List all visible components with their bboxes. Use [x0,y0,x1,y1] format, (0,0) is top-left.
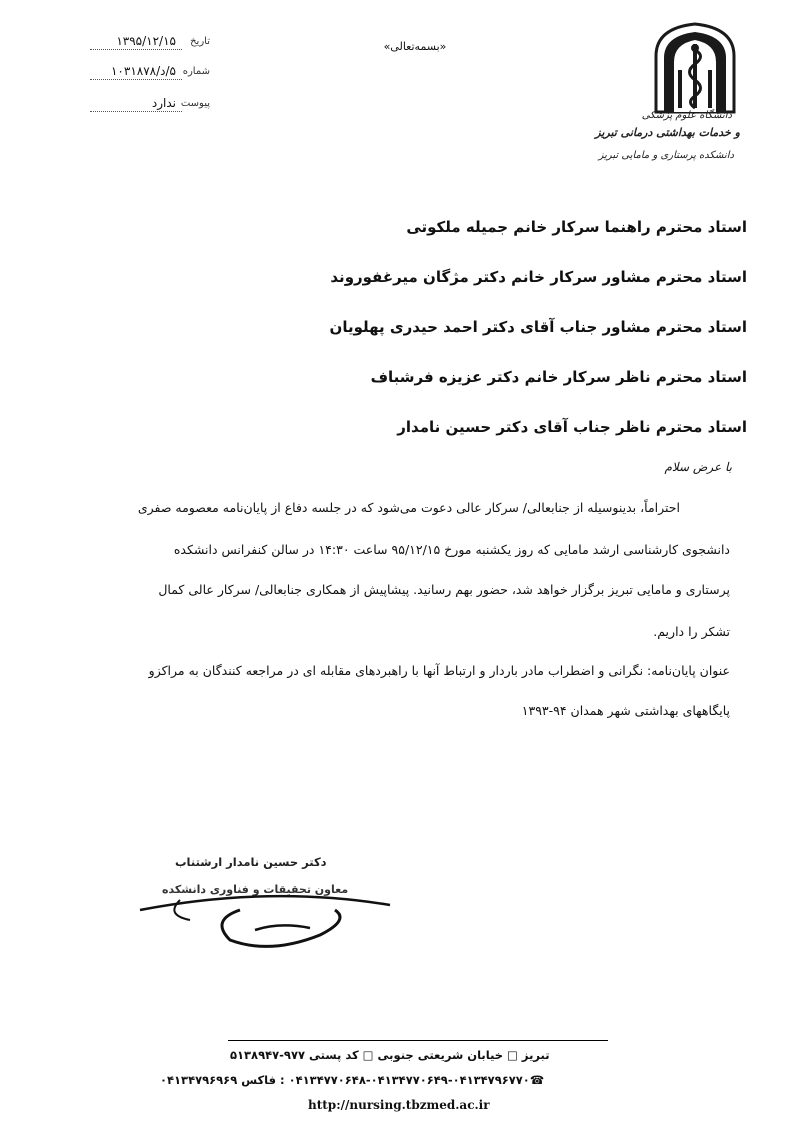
footer-address: تبریز □ خیابان شریعتی جنوبی □ کد پستی ۹۷۷-۵۱۳۸۹۴۷ [230,1048,550,1062]
footer-divider [228,1040,608,1041]
university-name-line2: و خدمات بهداشتی درمانی تبریز [595,126,740,139]
signatory-name: دکتر حسین نامدار ارشتناب [175,855,327,869]
invitation-line-2: دانشجوی کارشناسی ارشد مامایی که روز یکشنبه مورخ ۹۵/۱۲/۱۵ ساعت ۱۴:۳۰ در سالن کنفرانس دانشکده [173,542,730,557]
footer-website-link[interactable]: http://nursing.tbzmed.ac.ir [308,1098,490,1112]
addressee-advisor-2: استاد محترم مشاور جناب آقای دکتر احمد حیدری پهلویان [329,318,747,336]
invitation-line-4: تشکر را داریم. [653,624,730,639]
faculty-name: دانشکده پرستاری و مامایی تبریز [598,150,734,161]
addressee-advisor-1: استاد محترم مشاور سرکار خانم دکتر مژگان میرغفوروند [330,268,747,286]
attachment-dotted-line [90,111,182,112]
date-row [40,34,210,52]
greeting: با عرض سلام [664,460,732,474]
thesis-title-line-2: پایگاههای بهداشتی شهر همدان ۹۴-۱۳۹۳ [521,703,730,718]
date-dotted-line [90,49,182,50]
handwritten-signature [120,880,420,960]
date-value: ۱۳۹۵/۱۲/۱۵ [116,34,176,48]
addressee-examiner-1: استاد محترم ناظر سرکار خانم دکتر عزیزه فرشباف [370,368,747,386]
addressee-examiner-2: استاد محترم ناظر جناب آقای دکتر حسین نامدار [397,418,747,436]
number-label: شماره [182,66,210,77]
number-value: ۵/د/۱۰۳۱۸۷۸ [110,64,176,78]
addressee-supervisor: استاد محترم راهنما سرکار خانم جمیله ملکوتی [406,218,747,236]
number-row [40,64,210,82]
thesis-title-line-1: عنوان پایان‌نامه: نگرانی و اضطراب مادر باردار و ارتباط آنها با راهبردهای مقابله ای در مراجعه کنندگان به مراکزو [148,663,730,678]
invitation-line-3: پرستاری و مامایی تبریز برگزار خواهد شد، حضور بهم رسانید. پیشاپیش از همکاری جنابعالی/ سرکار عالی کمال [158,582,730,597]
attachment-label: پیوست [180,98,210,109]
date-label: تاریخ [190,36,210,47]
bismillah-heading: «بسمه‌تعالی» [383,40,447,53]
attachment-row [40,96,210,114]
footer-phones: ☎۰۴۱۳۴۷۷۰۶۴۸-۰۴۱۳۴۷۷۰۶۴۹-۰۴۱۳۴۷۹۶۷۷۰ : فاکس ۰۴۱۳۴۷۹۶۹۶۹ [160,1073,545,1087]
university-emblem-icon [650,20,740,115]
university-name-line1: دانشگاه علوم پزشکی [641,110,732,121]
signatory-title: معاون تحقیقات و فناوری دانشکده [162,883,349,896]
number-dotted-line [90,79,182,80]
invitation-line-1: احتراماً، بدینوسیله از جنابعالی/ سرکار عالی دعوت می‌شود که در جلسه دفاع از پایان‌نامه معصومه صفری [137,500,680,515]
attachment-value: ندارد [151,96,176,110]
